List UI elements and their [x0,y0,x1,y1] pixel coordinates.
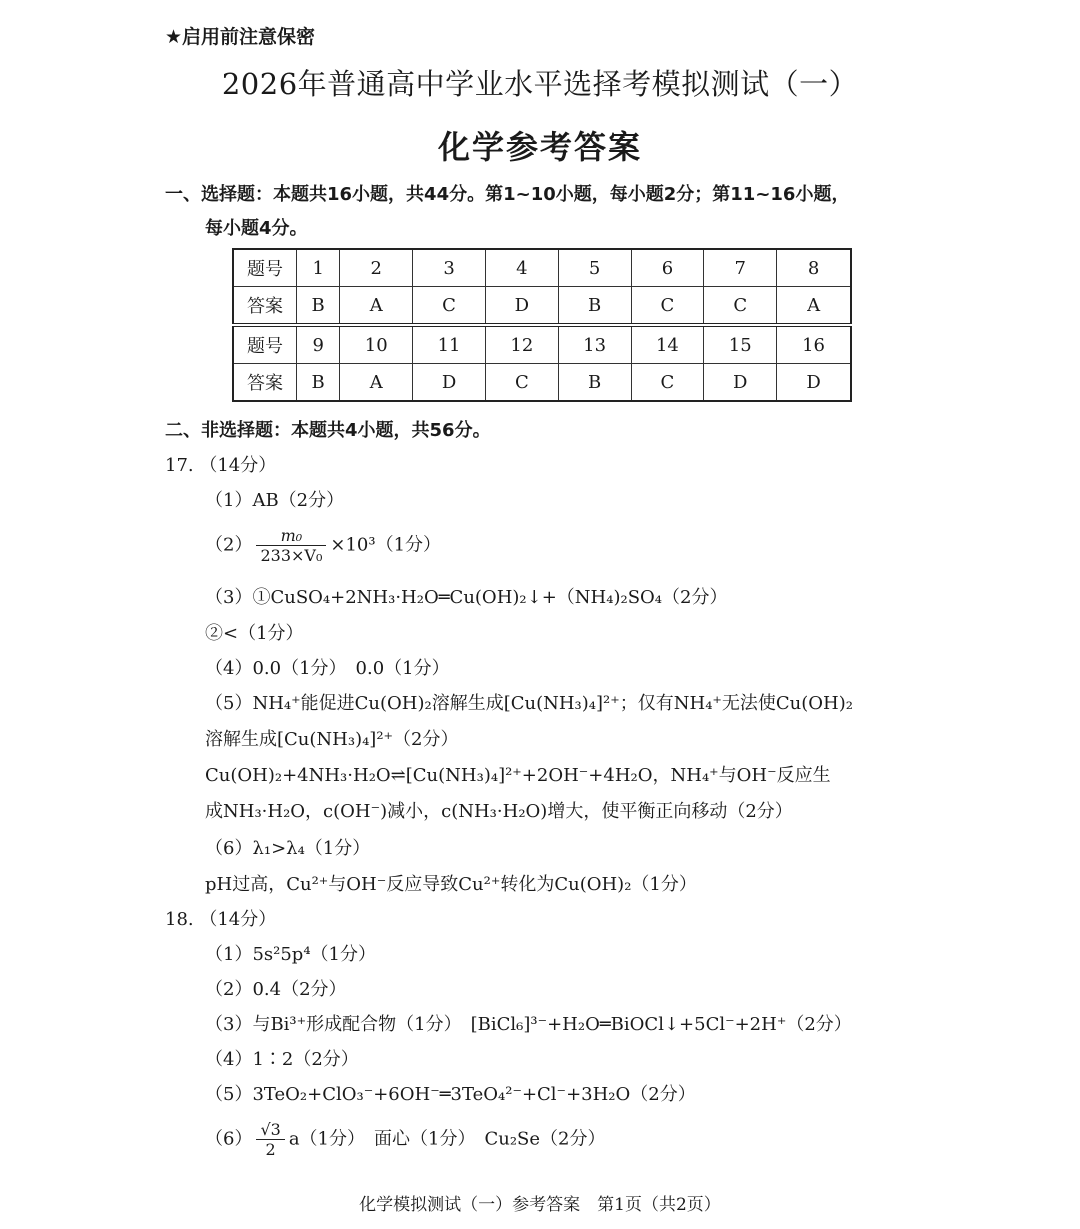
page-footer: 化学模拟测试（一）参考答案 第1页（共2页） [359,1195,721,1215]
q17-part4: （4）0.0（1分） 0.0（1分） [205,658,450,679]
answer-cell: D [485,287,558,326]
question-number: 6 [631,249,704,287]
q17-part2-suffix: ×10³（1分） [330,534,442,556]
section1-heading: 一、选择题：本题共16小题，共44分。第1~10小题，每小题2分；第11~16小题， [165,184,850,205]
q18-part3: （3）与Bi³⁺形成配合物（1分） [BiCl₆]³⁻+H₂O═BiOCl↓+5Cl⁻+2H⁺（2分） [205,1014,852,1035]
q17-part3-1: （3）①CuSO₄+2NH₃·H₂O═Cu(OH)₂↓+（NH₄)₂SO₄（2分） [205,587,728,608]
answer-cell: C [704,287,777,326]
q17-part5-d: 成NH₃·H₂O，c(OH⁻)减小，c(NH₃·H₂O)增大，使平衡正向移动（2分） [205,801,793,822]
question-number: 5 [558,249,631,287]
table-row-questions-1 [233,249,851,287]
answer-cell: B [297,364,340,402]
answer-cell: A [340,364,413,402]
question-number: 3 [413,249,486,287]
q17-part6-a: （6）λ₁>λ₄（1分） [205,838,371,859]
answer-cell: D [413,364,486,402]
answer-cell: B [558,287,631,326]
answer-cell: C [631,287,704,326]
row-label: 题号 [233,249,297,287]
confidential-notice: ★启用前注意保密 [165,26,316,48]
exam-title: 2026年普通高中学业水平选择考模拟测试（一） [221,67,859,101]
answer-cell: A [777,287,851,326]
question-number: 14 [631,325,704,364]
q17-fraction [256,526,326,565]
fraction-numerator: m₀ [256,526,326,546]
fraction-numerator: √3 [256,1120,284,1140]
q18-part4: （4）1∶2（2分） [205,1049,359,1070]
question-number: 9 [297,325,340,364]
q17-part5-a: （5）NH₄⁺能促进Cu(OH)₂溶解生成[Cu(NH₃)₄]²⁺；仅有NH₄⁺无法使Cu(OH)₂ [205,693,853,714]
question-number: 1 [297,249,340,287]
q17-part6-b: pH过高，Cu²⁺与OH⁻反应导致Cu²⁺转化为Cu(OH)₂（1分） [205,874,697,895]
row-label: 答案 [233,364,297,402]
q18-part2: （2）0.4（2分） [205,979,347,1000]
section2-heading: 二、非选择题：本题共4小题，共56分。 [165,420,491,441]
answer-cell: B [558,364,631,402]
q18-fraction [256,1120,284,1159]
q18-part6-suffix: a（1分） 面心（1分） Cu₂Se（2分） [288,1128,606,1150]
row-label: 题号 [233,325,297,364]
q17-part5-c: Cu(OH)₂+4NH₃·H₂O⇌[Cu(NH₃)₄]²⁺+2OH⁻+4H₂O，NH₄⁺与OH⁻反应生 [205,765,831,786]
question-number: 8 [777,249,851,287]
q17-part5-b: 溶解生成[Cu(NH₃)₄]²⁺（2分） [205,729,459,750]
q17-part2 [205,526,441,565]
q18-part6 [205,1120,605,1159]
question-number: 4 [485,249,558,287]
question-number: 7 [704,249,777,287]
question-number: 15 [704,325,777,364]
question-number: 13 [558,325,631,364]
q17-part3-2: ②<（1分） [205,623,304,644]
table-row-answers-2 [233,364,851,402]
question-number: 2 [340,249,413,287]
answer-cell: C [413,287,486,326]
document-subtitle: 化学参考答案 [437,128,642,166]
q17-title: 17. （14分） [165,455,277,476]
question-number: 16 [777,325,851,364]
table-row-questions-2 [233,325,851,364]
answer-cell: A [340,287,413,326]
q17-part1: （1）AB（2分） [205,490,345,511]
answer-cell: B [297,287,340,326]
q18-part5: （5）3TeO₂+ClO₃⁻+6OH⁻═3TeO₄²⁻+Cl⁻+3H₂O（2分） [205,1084,696,1105]
q18-title: 18. （14分） [165,909,277,930]
answer-cell: D [777,364,851,402]
section1-heading-cont: 每小题4分。 [205,218,308,239]
fraction-denominator: 2 [265,1140,276,1159]
answer-table [232,248,852,402]
q17-part2-prefix: （2） [205,534,253,556]
question-number: 11 [413,325,486,364]
row-label: 答案 [233,287,297,326]
table-row-answers-1 [233,287,851,326]
q18-part1: （1）5s²5p⁴（1分） [205,944,376,965]
question-number: 10 [340,325,413,364]
fraction-denominator: 233×V₀ [260,546,323,565]
q18-part6-prefix: （6） [205,1128,253,1150]
question-number: 12 [485,325,558,364]
answer-cell: C [631,364,704,402]
answer-cell: C [485,364,558,402]
answer-cell: D [704,364,777,402]
